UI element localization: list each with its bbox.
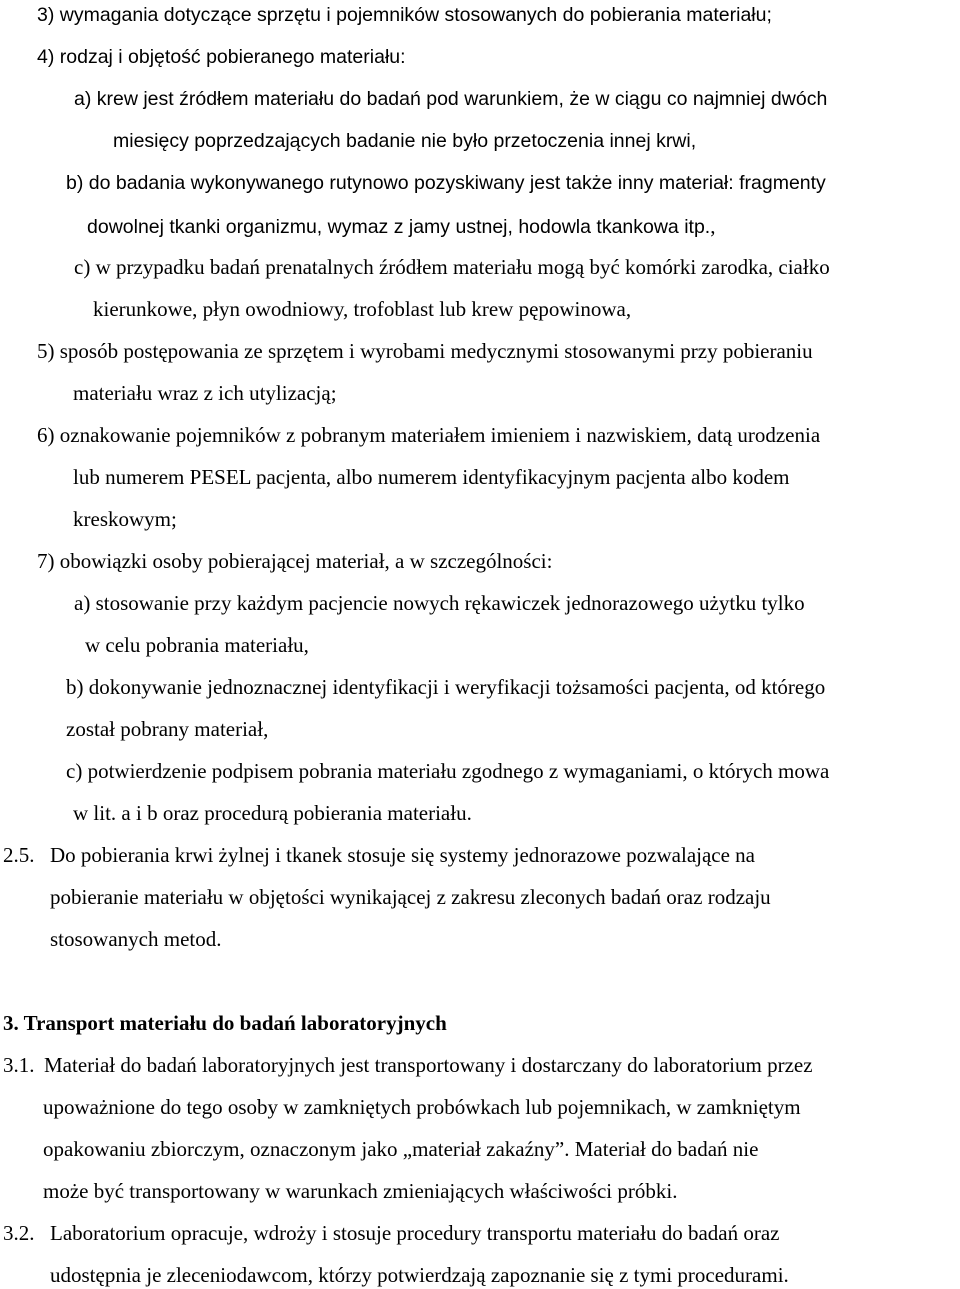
list-item-6-line-2-text: lub numerem PESEL pacjenta, albo numerem identyfikacyjnym pacjenta albo kodem <box>73 465 790 489</box>
section-3-2-line-2: udostępnia je zleceniodawcom, którzy potwierdzają zapoznanie się z tymi procedurami. <box>50 1263 789 1287</box>
section-2-5-line-3: stosowanych metod. <box>50 927 222 951</box>
section-3-1-line-2: upoważnione do tego osoby w zamkniętych probówkach lub pojemnikach, w zamkniętym <box>43 1095 801 1119</box>
section-3-1-line-1: Materiał do badań laboratoryjnych jest transportowany i dostarczany do laboratorium przez <box>44 1053 813 1077</box>
sub-item-7c-line-1: c) potwierdzenie podpisem pobrania materiału zgodnego z wymaganiami, o których mowa <box>66 759 830 783</box>
sub-item-b-line-1: b) do badania wykonywanego rutynowo pozyskiwany jest także inny materiał: fragmenty <box>66 172 826 194</box>
sub-item-b-comma: , <box>710 214 716 238</box>
section-3-1-number: 3.1. <box>3 1053 35 1077</box>
list-item-7: 7) obowiązki osoby pobierającej materiał, a w szczególności: <box>37 549 553 573</box>
section-2-5-line-1: Do pobierania krwi żylnej i tkanek stosuje się systemy jednorazowe pozwalające na <box>50 843 756 867</box>
list-item-6-line-3: kreskowym; <box>73 507 177 531</box>
sub-item-a-line-2: miesięcy poprzedzających badanie nie było przetoczenia innej krwi, <box>113 130 697 152</box>
sub-item-7a-line-1: a) stosowanie przy każdym pacjencie nowych rękawiczek jednorazowego użytku tylko <box>74 591 805 615</box>
sub-item-a-line-1: a) krew jest źródłem materiału do badań pod warunkiem, że w ciągu co najmniej dwóch <box>74 88 828 110</box>
sub-item-b-line-2 <box>87 216 715 238</box>
list-item-4: 4) rodzaj i objętość pobieranego materiału: <box>37 46 406 68</box>
section-3-2-number: 3.2. <box>3 1221 35 1245</box>
list-item-6-line-2 <box>73 467 955 488</box>
sub-item-c-line-1: c) w przypadku badań prenatalnych źródłem materiału mogą być komórki zarodka, ciałko <box>74 255 830 279</box>
sub-item-7b-line-1: b) dokonywanie jednoznacznej identyfikacji i weryfikacji tożsamości pacjenta, od którego <box>66 675 826 699</box>
section-3-2-line-1: Laboratorium opracuje, wdroży i stosuje procedury transportu materiału do badań oraz <box>50 1221 780 1245</box>
list-item-5-line-1: 5) sposób postępowania ze sprzętem i wyrobami medycznymi stosowanymi przy pobieraniu <box>37 339 813 363</box>
sub-item-b-text: dowolnej tkanki organizmu, wymaz z jamy ustnej, hodowla tkankowa itp. <box>87 216 711 238</box>
sub-item-c-line-2: kierunkowe, płyn owodniowy, trofoblast lub krew pępowinowa, <box>93 297 632 321</box>
section-3-1-line-4: może być transportowany w warunkach zmieniających właściwości próbki. <box>43 1179 678 1203</box>
list-item-6-line-1: 6) oznakowanie pojemników z pobranym materiałem imieniem i nazwiskiem, datą urodzenia <box>37 423 821 447</box>
section-2-5-line-2: pobieranie materiału w objętości wynikającej z zakresu zleconych badań oraz rodzaju <box>50 885 771 909</box>
list-item-3: 3) wymagania dotyczące sprzętu i pojemników stosowanych do pobierania materiału; <box>37 4 772 26</box>
section-2-5-number: 2.5. <box>3 843 35 867</box>
sub-item-7a-line-2: w celu pobrania materiału, <box>85 633 309 657</box>
list-item-5-line-2: materiału wraz z ich utylizacją; <box>73 381 337 405</box>
section-3-heading: 3. Transport materiału do badań laboratoryjnych <box>3 1011 447 1035</box>
sub-item-7b-line-2: został pobrany materiał, <box>66 717 269 741</box>
sub-item-7c-line-2: w lit. a i b oraz procedurą pobierania materiału. <box>73 801 472 825</box>
section-3-1-line-3: opakowaniu zbiorczym, oznaczonym jako „materiał zakaźny”. Materiał do badań nie <box>43 1137 759 1161</box>
